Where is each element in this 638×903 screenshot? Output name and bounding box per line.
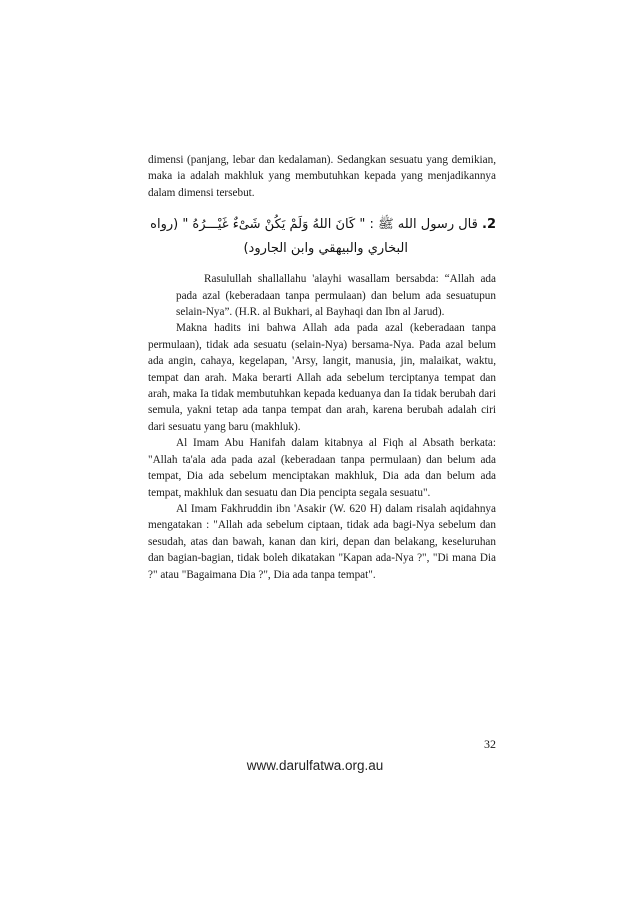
hadith-arabic-line-2: البخاري والبيهقي وابن الجارود) bbox=[243, 241, 408, 257]
intro-paragraph: dimensi (panjang, lebar dan kedalaman). Sedangkan sesuatu yang demikian, maka ia adalah makhluk yang membutuhkan kepada yang menjadikannya dalam dimensi tersebut. bbox=[148, 154, 496, 199]
makna-paragraph: Makna hadits ini bahwa Allah ada pada azal (keberadaan tanpa permulaan), tidak ada sesuatu (selain-Nya) bersama-Nya. Pada azal belum ada angin, cahaya, kegelapan, 'Arsy, langit, manusia, jin, malaikat, waktu, tempat dan arah. Maka berarti Allah ada sebelum terciptanya tempat dan arah, maka Ia tidak membutuhkan kepada keduanya dan Ia tidak berubah dari semula, yakni tetap ada tanpa tempat dan arah, karena berubah adalah ciri dari sesuatu yang baru (makhluk). bbox=[148, 322, 496, 433]
hadith-translation: Rasulullah shallallahu 'alayhi wasallam bersabda: “Allah ada pada azal (keberadaan tanpa permulaan) dan belum ada sesuatupun selain-Nya”. (H.R. al Bukhari, al Bayhaqi dan Ibn al Jarud). bbox=[176, 273, 496, 319]
abu-hanifah-paragraph: Al Imam Abu Hanifah dalam kitabnya al Fiqh al Absath berkata: "Allah ta'ala ada pada azal (keberadaan tanpa permulaan) dan belum ada tempat, Dia ada sebelum menciptakan makhluk, Dia ada dan belum ada tempat, makhluk dan sesuatu dan Dia pencipta segala sesuatu". bbox=[148, 437, 496, 499]
fakhruddin-paragraph: Al Imam Fakhruddin ibn 'Asakir (W. 620 H) dalam risalah aqidahnya mengatakan : "Allah ada sebelum ciptaan, tidak ada bagi-Nya sebelum dan sesudah, atas dan bawah, kanan dan kiri, depan dan belakang, keseluruhan dan bagian-bagian, tidak boleh dikatakan "Kapan ada-Nya ?", "Di mana Dia ?" atau "Bagaimana Dia ?", Dia ada tanpa tempat". bbox=[148, 502, 496, 581]
page-number: 32 bbox=[484, 737, 496, 751]
page-body bbox=[148, 152, 496, 583]
hadith-number: 2. bbox=[482, 217, 496, 233]
hadith-arabic-text-1: قال رسول الله ﷺ : " كَانَ اللهُ وَلَمْ يَكُنْ شَىْءٌ غَيْـــرُهُ " (رواه bbox=[150, 217, 478, 233]
footer-url-link[interactable]: www.darulfatwa.org.au bbox=[246, 758, 384, 773]
hadith-arabic-line-1 bbox=[148, 213, 496, 237]
